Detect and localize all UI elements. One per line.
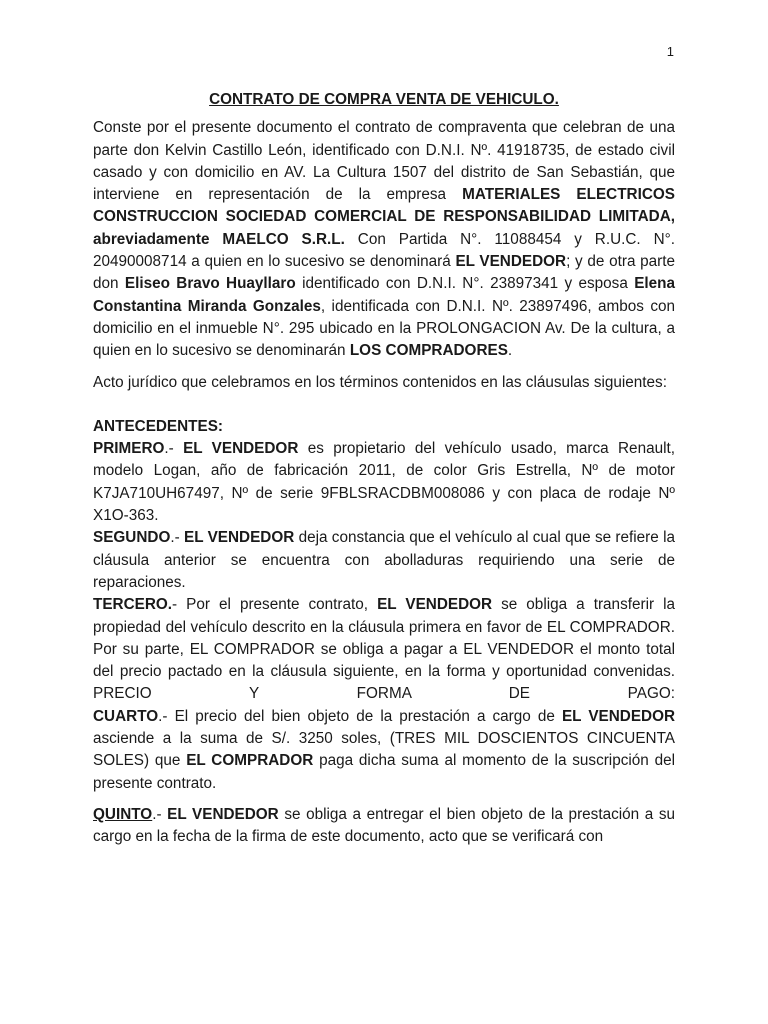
buyer-name: Eliseo Bravo Huayllaro bbox=[124, 275, 296, 293]
intro-paragraph: Conste por el presente documento el contrato de compraventa que celebran de una parte don Kelvin Castillo León, identificado con D.N.I. Nº. 41918735, de estado civil casado y con domicilio en AV. La Cultura 1507 del distrito de San Sebastián, que interviene en representación de la empresa MATERIALES ELECTRICOS CONSTRUCCION SOCIEDAD COMERCIAL DE RESPONSABILIDAD LIMITADA, abreviadamente MAELCO S.R.L. Con Partida N°. 11088454 y R.U.C. N°. 20490008714 a quien en lo sucesivo se denominará EL VENDEDOR; y de otra parte don Eliseo Bravo Huayllaro identificado con D.N.I. N°. 23897341 y esposa Elena Constantina Miranda Gonzales, identificada con D.N.I. Nº. 23897496, ambos con domicilio en el inmueble N°. 295 ubicado en la PROLONGACION Av. De la cultura, a quien en lo sucesivo se denominarán LOS COMPRADORES. bbox=[93, 119, 676, 360]
buyers-term: LOS COMPRADORES bbox=[349, 342, 508, 360]
antecedentes-heading: ANTECEDENTES: bbox=[93, 417, 224, 435]
seller-term: EL VENDEDOR bbox=[455, 253, 567, 271]
spacer bbox=[93, 394, 675, 416]
clause-cuarto: CUARTO.- El precio del bien objeto de la prestación a cargo de EL VENDEDOR asciende a la suma de S/. 3250 soles, (TRES MIL DOSCIENTOS CINCUENTA SOLES) que EL COMPRADOR paga dicha suma al momento de la suscripción del presente contrato. bbox=[93, 707, 676, 792]
company-name: MATERIALES ELECTRICOS CONSTRUCCION SOCIEDAD COMERCIAL DE RESPONSABILIDAD LIMITADA, abreviadamente MAELCO S.R.L. bbox=[93, 186, 675, 248]
document-title: CONTRATO DE COMPRA VENTA DE VEHICULO. bbox=[209, 91, 559, 108]
buyer-spouse-name: Elena Constantina Miranda Gonzales bbox=[93, 275, 675, 315]
clause-segundo: SEGUNDO.- EL VENDEDOR deja constancia que el vehículo al cual que se refiere la cláusula anterior se encuentra con abolladuras requiriendo una serie de reparaciones. bbox=[93, 529, 675, 591]
clause-quinto: QUINTO.- EL VENDEDOR se obliga a entregar el bien objeto de la prestación a su cargo en la fecha de la firma de este documento, acto que se verificará con bbox=[93, 805, 675, 846]
clause-primero: PRIMERO.- EL VENDEDOR es propietario del vehículo usado, marca Renault, modelo Logan, año de fabricación 2011, de color Gris Estrella, Nº de motor K7JA710UH67497, Nº de serie 9FBLSRACDBM008086 y con placa de rodaje Nº X1O-363. bbox=[93, 440, 675, 525]
acto-paragraph: Acto jurídico que celebramos en los términos contenidos en las cláusulas siguientes: bbox=[93, 373, 667, 391]
page-number: 1 bbox=[666, 44, 674, 59]
document-body bbox=[93, 89, 675, 849]
clause-tercero: TERCERO.- Por el presente contrato, EL VENDEDOR se obliga a transferir la propiedad del vehículo descrito en la cláusula primera en favor de EL COMPRADOR. Por su parte, EL COMPRADOR se obliga a pagar a EL VENDEDOR el monto total del precio pactado en la cláusula siguiente, en la forma y oportunidad convenidas. PRECIO Y FORMA DE PAGO: bbox=[93, 596, 675, 703]
